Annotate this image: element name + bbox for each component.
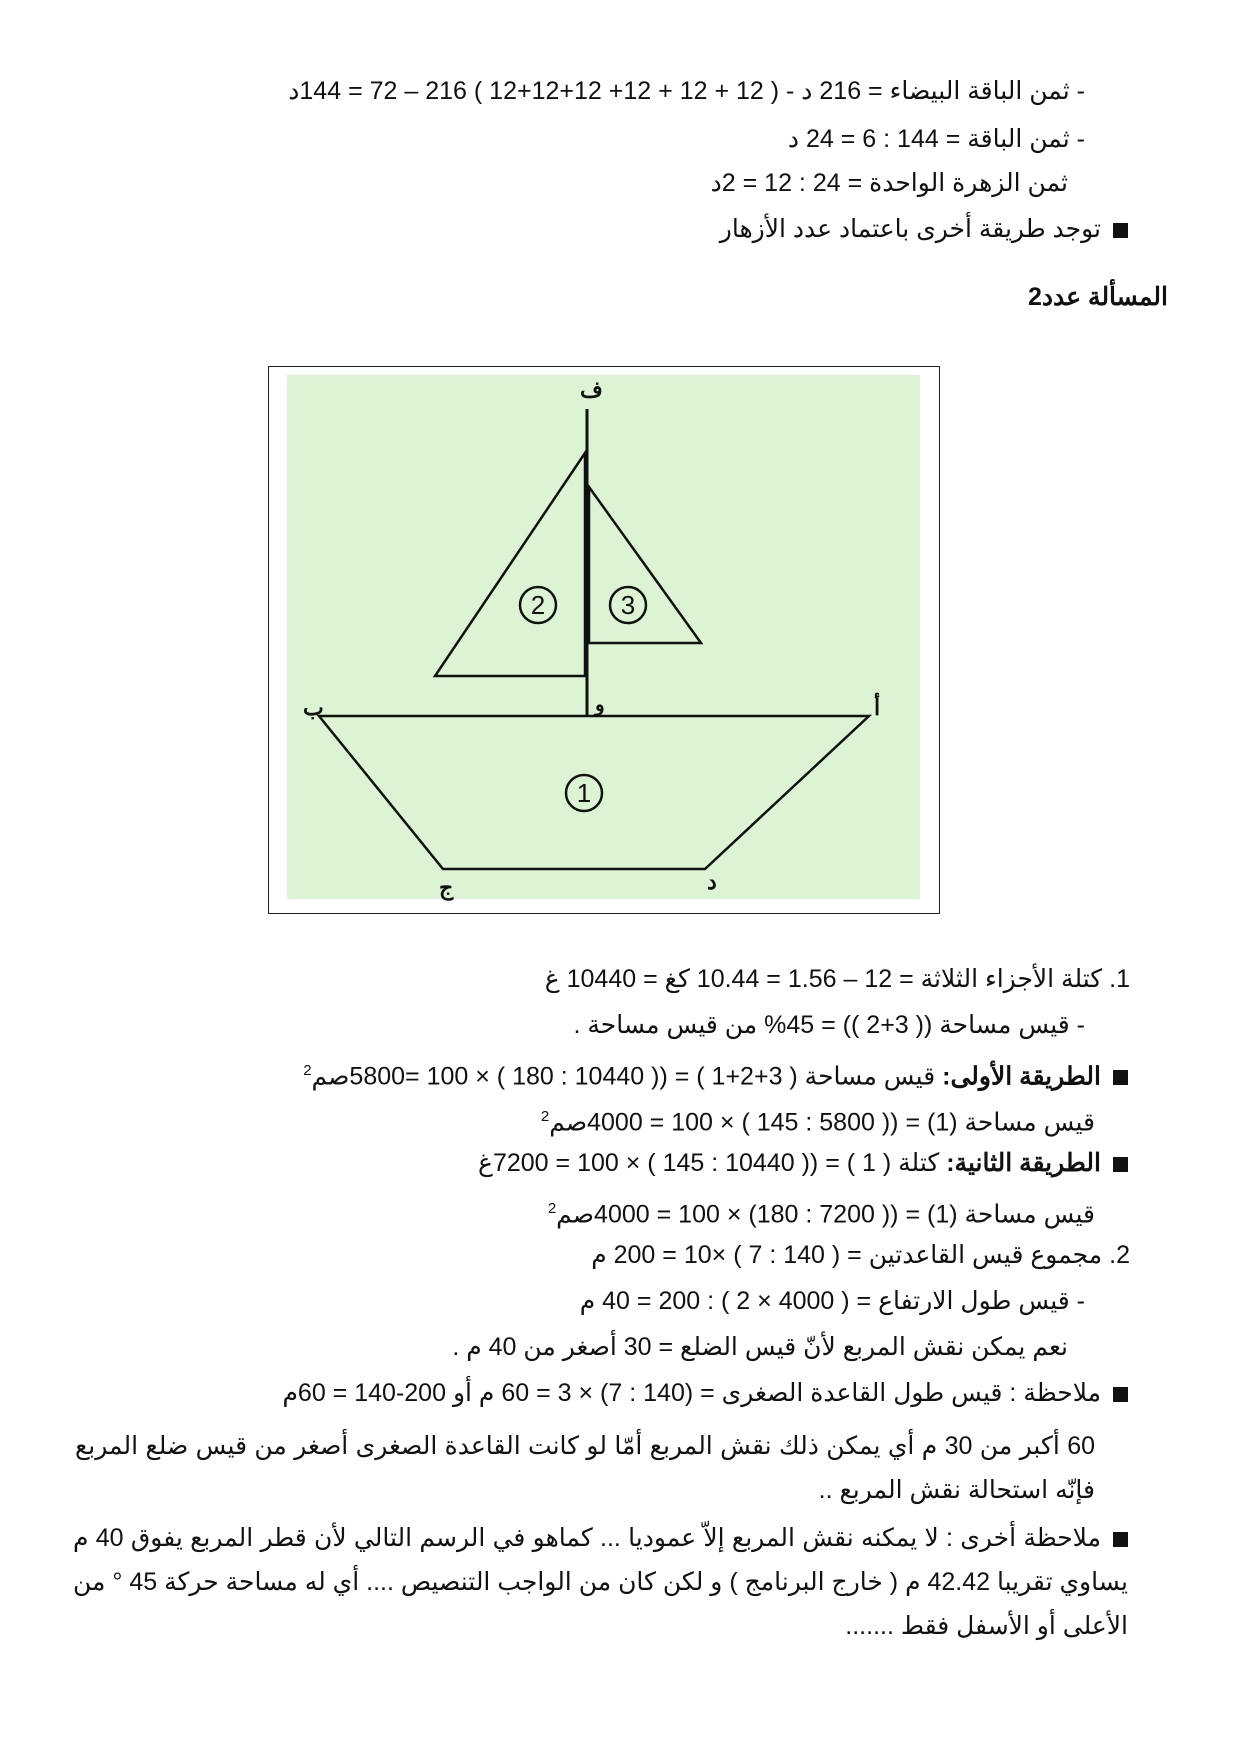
boat-diagram	[269, 367, 939, 913]
bullet-line: الطريقة الأولى: قيس مساحة ( 3+2+1 ) = (( 10440 : 180 ) × 100 =5800صم$^2$	[303, 1054, 1128, 1093]
paragraph: 60 أكبر من 30 م أي يمكن ذلك نقش المربع أمّا لو كانت القاعدة الصغرى أصغر من قيس ضلع المربع فإنّه استحالة نقش المربع ..	[75, 1432, 1095, 1504]
svg-text:3: 3	[620, 590, 636, 620]
bullet-line: توجد طريقة أخرى باعتماد عدد الأزهار	[720, 212, 1128, 246]
square-bullet-icon	[1113, 1070, 1128, 1085]
svg-text:2: 2	[530, 590, 546, 620]
figure-background	[287, 375, 920, 899]
label-bottom-left: ج	[439, 875, 454, 900]
text-line: ثمن الزهرة الواحدة = 24 : 12 = 2د	[710, 169, 1068, 197]
square-bullet-icon	[1113, 1157, 1128, 1172]
label-center: و	[595, 694, 605, 716]
text-line: - قيس طول الارتفاع = ( 4000 × 2 ) : 200 = 40 م	[579, 1287, 1085, 1315]
bullet-line: الطريقة الثانية: كتلة ( 1 ) = (( 10440 : 145 ) × 100 = 7200غ	[478, 1146, 1128, 1180]
square-bullet-icon	[1113, 223, 1128, 238]
label-right: أ	[874, 695, 881, 720]
section-title: المسألة عدد2	[1028, 283, 1168, 311]
text-line: 2. مجموع قيس القاعدتين = ( 140 : 7 ) ×10 = 200 م	[591, 1241, 1130, 1269]
svg-text:1: 1	[576, 778, 592, 808]
text-line: قيس مساحة (1) = (( 5800 : 145 ) × 100 = 4000صم$^2$	[540, 1108, 1095, 1137]
boat-figure	[268, 366, 940, 914]
bullet-line: ملاحظة : قيس طول القاعدة الصغرى = (140 : 7) × 3 = 60 م أو 200-140 = 60م	[282, 1376, 1128, 1410]
square-bullet-icon	[1113, 1387, 1128, 1402]
label-bottom-right: د	[707, 869, 717, 894]
text-line: 1. كتلة الأجزاء الثلاثة = 12 – 1.56 = 10.44 كغ = 10440 غ	[544, 965, 1130, 993]
text-line: - ثمن الباقة البيضاء = 216 د - ( 12 + 12 + 12+ 12+12+12 ) 216 – 72 = 144د	[288, 77, 1085, 105]
square-bullet-icon	[1113, 1532, 1128, 1547]
text-line: - قيس مساحة (( 3+2 )) = 45% من قيس مساحة .	[573, 1011, 1085, 1039]
label-left: ب	[303, 695, 324, 720]
label-top: ف	[580, 377, 603, 402]
text-line: - ثمن الباقة = 144 : 6 = 24 د	[787, 125, 1085, 153]
bullet-paragraph: ملاحظة أخرى : لا يمكنه نقش المربع إلاّ عموديا ... كماهو في الرسم التالي لأن قطر المربع يفوق 40 م يساوي تقريبا 42.42 م ( خارج البرنامج ) و لكن كان من الواجب التنصيص .... أي له مساحة حركة 45 ° من الأعلى أو الأسفل فقط .......	[73, 1524, 1128, 1640]
text-line: قيس مساحة (1) = (( 7200 : 180) × 100 = 4000صم$^2$	[547, 1200, 1095, 1229]
text-line: نعم يمكن نقش المربع لأنّ قيس الضلع = 30 أصغر من 40 م .	[452, 1333, 1068, 1361]
